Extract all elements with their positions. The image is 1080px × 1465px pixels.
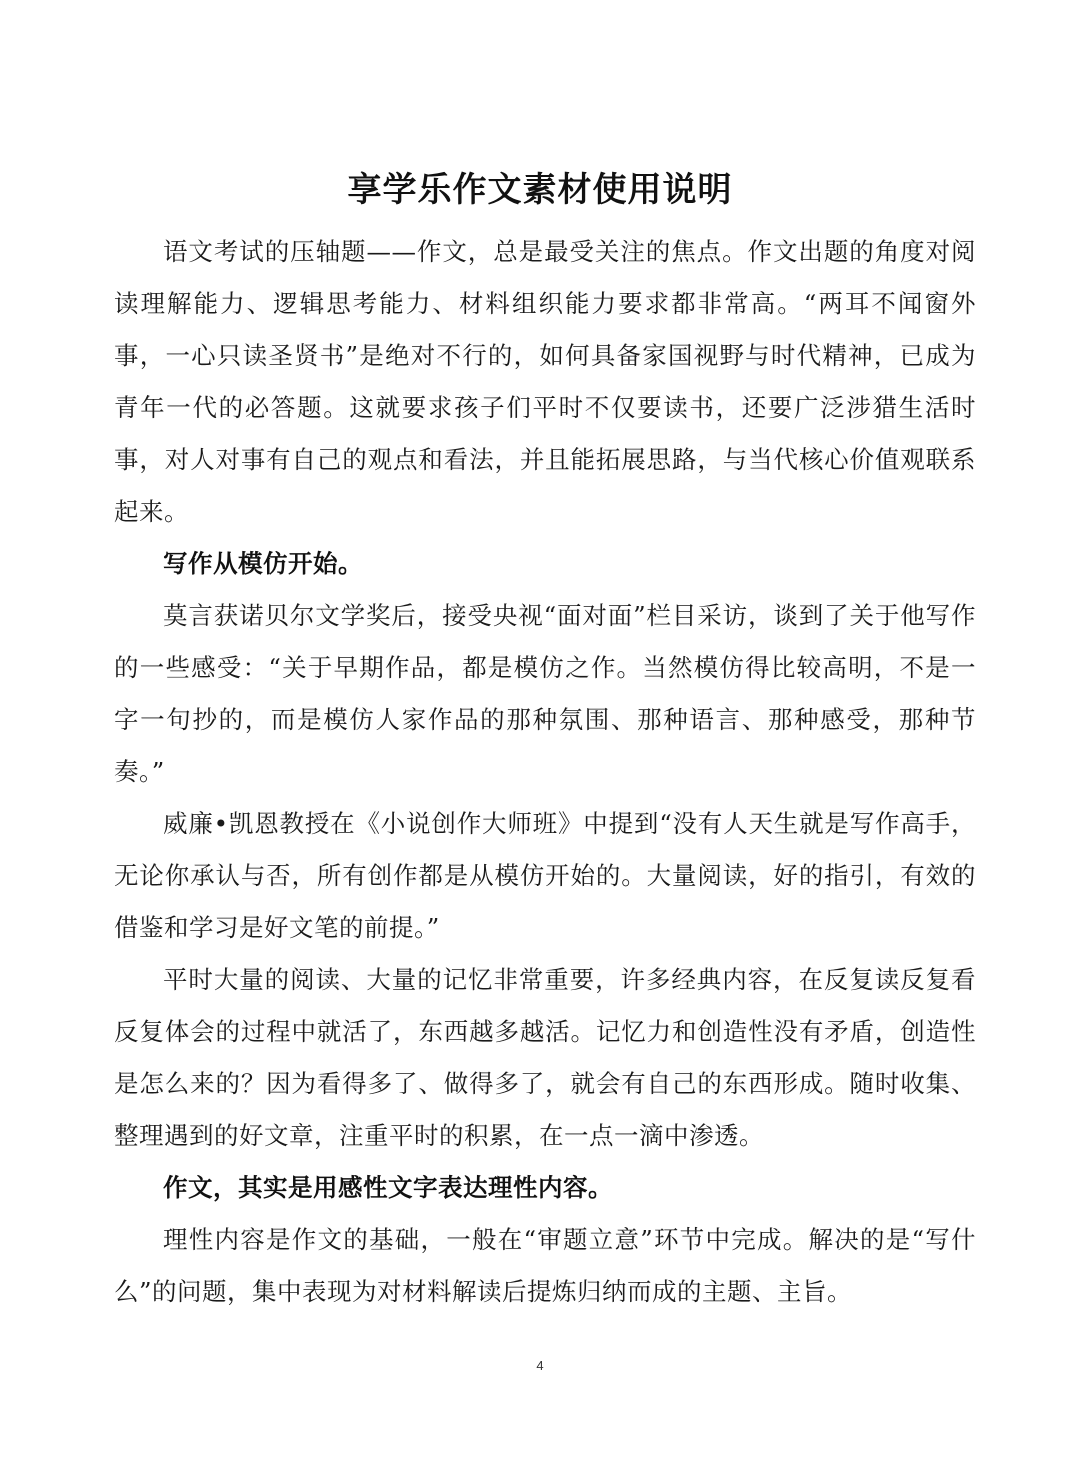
paragraph-reading-memory: 平时大量的阅读、大量的记忆非常重要，许多经典内容，在反复读反复看反复体会的过程中就活了，东西越多越活。记忆力和创造性没有矛盾，创造性是怎么来的？因为看得多了、做得多了，就会有自己的东西形成。随时收集、整理遇到的好文章，注重平时的积累，在一点一滴中渗透。 (114, 965, 976, 1150)
paragraph-mo-yan: 莫言获诺贝尔文学奖后，接受央视“面对面”栏目采访，谈到了关于他写作的一些感受：“关于早期作品，都是模仿之作。当然模仿得比较高明，不是一字一句抄的，而是模仿人家作品的那种氛围、那种语言、那种感受，那种节奏。” (114, 601, 976, 786)
page-title: 享学乐作文素材使用说明 (347, 169, 733, 210)
paragraph-intro: 语文考试的压轴题——作文，总是最受关注的焦点。作文出题的角度对阅读理解能力、逻辑思考能力、材料组织能力要求都非常高。“两耳不闻窗外事，一心只读圣贤书”是绝对不行的，如何具备家国视野与时代精神，已成为青年一代的必答题。这就要求孩子们平时不仅要读书，还要广泛涉猎生活时事，对人对事有自己的观点和看法，并且能拓展思路，与当代核心价值观联系起来。 (114, 237, 976, 526)
section-heading-rational-content: 作文，其实是用感性文字表达理性内容。 (163, 1173, 613, 1202)
paragraph-william-kane: 威廉•凯恩教授在《小说创作大师班》中提到“没有人天生就是写作高手，无论你承认与否，所有创作都是从模仿开始的。大量阅读，好的指引，有效的借鉴和学习是好文笔的前提。” (114, 809, 976, 942)
paragraph-rational-content: 理性内容是作文的基础，一般在“审题立意”环节中完成。解决的是“写什么”的问题，集中表现为对材料解读后提炼归纳而成的主题、主旨。 (114, 1225, 976, 1306)
body-text (114, 226, 976, 1318)
section-heading-imitation: 写作从模仿开始。 (163, 549, 363, 578)
page-number: 4 (536, 1358, 544, 1373)
